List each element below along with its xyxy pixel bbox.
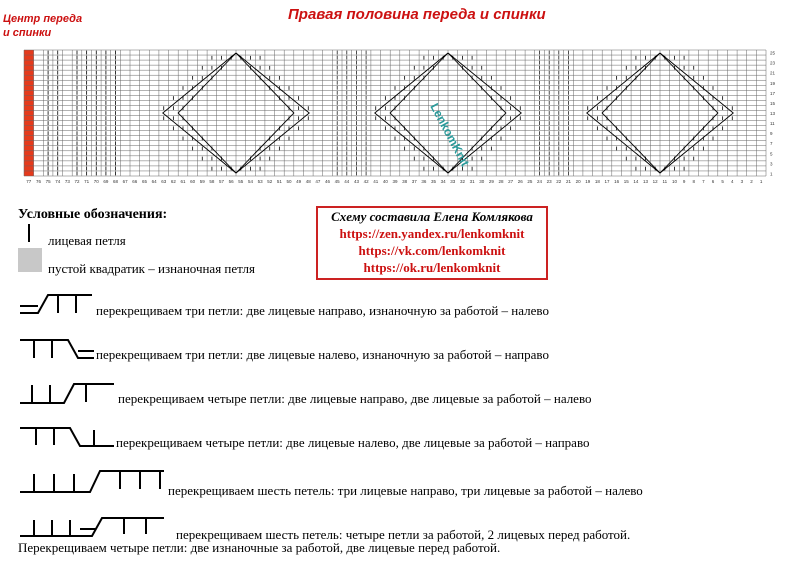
column-label: 17 xyxy=(604,179,610,184)
column-label: 76 xyxy=(35,179,41,184)
center-column-fill xyxy=(24,50,34,176)
credit-author: Схему составила Елена Комлякова xyxy=(331,209,533,224)
cable-3-right-icon xyxy=(18,292,94,314)
cable-3-left-icon xyxy=(18,337,96,359)
column-label: 26 xyxy=(517,179,523,184)
column-label: 53 xyxy=(257,179,263,184)
purl-stitch-icon xyxy=(18,248,42,272)
row-label: 23 xyxy=(770,60,776,66)
column-label: 44 xyxy=(344,179,350,184)
legend-last-line: Перекрещиваем четыре петли: две изнаночные за работой, две лицевые перед работой. xyxy=(18,540,501,555)
column-label: 30 xyxy=(479,179,485,184)
column-label: 48 xyxy=(305,179,311,184)
column-label: 61 xyxy=(180,179,186,184)
column-label: 12 xyxy=(652,179,658,184)
row-label: 3 xyxy=(770,161,773,167)
column-label: 41 xyxy=(373,179,379,184)
row-label: 19 xyxy=(770,80,776,86)
column-label: 74 xyxy=(55,179,61,184)
column-label: 64 xyxy=(151,179,157,184)
column-label: 62 xyxy=(170,179,176,184)
column-label: 63 xyxy=(161,179,167,184)
column-label: 45 xyxy=(334,179,340,184)
row-label: 1 xyxy=(770,171,773,177)
legend-cable-1: перекрещиваем три петли: две лицевые направо, изнаночную за работой – налево xyxy=(96,303,549,318)
column-label: 24 xyxy=(537,179,543,184)
column-label: 51 xyxy=(276,179,282,184)
legend-cable-3: перекрещиваем четыре петли: две лицевые направо, две лицевые за работой – налево xyxy=(118,391,592,406)
column-label: 68 xyxy=(113,179,119,184)
column-label: 38 xyxy=(402,179,408,184)
credit-box xyxy=(316,206,548,280)
column-label: 16 xyxy=(614,179,620,184)
row-label: 13 xyxy=(770,111,776,116)
column-label: 37 xyxy=(411,179,417,184)
column-label: 19 xyxy=(585,179,591,184)
row-label: 5 xyxy=(770,151,773,157)
column-label: 9 xyxy=(682,179,686,184)
watermark: LenkomKnit xyxy=(427,100,473,169)
column-label: 49 xyxy=(296,179,302,184)
column-label: 8 xyxy=(692,179,695,184)
column-label: 2 xyxy=(750,179,753,184)
column-label: 59 xyxy=(199,179,205,184)
legend-cable-6: перекрещиваем шесть петель: четыре петли за работой, 2 лицевых перед работой. xyxy=(176,527,631,542)
column-label: 42 xyxy=(363,179,369,184)
center-label-line1: Центр переда xyxy=(3,13,83,25)
column-label: 47 xyxy=(315,179,321,184)
credit-link-ok[interactable]: https://ok.ru/lenkomknit xyxy=(363,260,501,275)
column-label: 39 xyxy=(392,179,398,184)
row-label: 21 xyxy=(770,70,776,76)
center-label-line2: и спинки xyxy=(3,27,52,39)
column-label: 23 xyxy=(546,179,552,184)
cable-6-mixed-icon xyxy=(18,512,166,538)
credit-link-zen[interactable]: https://zen.yandex.ru/lenkomknit xyxy=(339,226,525,241)
column-label: 55 xyxy=(238,179,244,184)
legend-purl-text: пустой квадратик – изнаночная петля xyxy=(48,261,255,276)
column-label: 54 xyxy=(247,179,253,184)
row-label: 9 xyxy=(770,131,773,137)
column-label: 3 xyxy=(740,179,744,184)
column-label: 10 xyxy=(671,179,677,184)
legend-knit-text: лицевая петля xyxy=(48,233,126,248)
legend-heading: Условные обозначения: xyxy=(18,207,168,222)
column-label: 15 xyxy=(623,179,629,184)
cable-4-right-icon xyxy=(18,381,116,405)
column-label: 22 xyxy=(556,179,562,184)
column-label: 29 xyxy=(488,179,494,184)
column-label: 69 xyxy=(103,179,109,184)
row-label: 25 xyxy=(770,50,776,56)
knitting-chart xyxy=(0,0,800,200)
credit-link-vk[interactable]: https://vk.com/lenkomknit xyxy=(358,243,506,258)
column-label: 57 xyxy=(219,179,225,184)
column-label: 36 xyxy=(421,179,427,184)
column-label: 67 xyxy=(122,179,128,184)
column-label: 43 xyxy=(353,179,359,184)
column-label: 58 xyxy=(209,179,215,184)
column-label: 28 xyxy=(498,179,504,184)
cable-6-right-icon xyxy=(18,468,166,494)
column-label: 46 xyxy=(325,179,331,184)
column-label: 13 xyxy=(643,179,649,184)
column-label: 34 xyxy=(440,179,446,184)
column-label: 71 xyxy=(84,179,90,184)
column-label: 52 xyxy=(267,179,273,184)
chart-title: Правая половина переда и спинки xyxy=(288,6,546,23)
column-label: 77 xyxy=(26,179,32,184)
column-label: 4 xyxy=(731,179,734,184)
column-label: 66 xyxy=(132,179,138,184)
column-label: 70 xyxy=(93,179,99,184)
column-label: 7 xyxy=(702,179,705,184)
column-label: 75 xyxy=(45,179,51,184)
column-label: 6 xyxy=(711,179,715,184)
cable-4-left-icon xyxy=(18,425,116,449)
column-label: 50 xyxy=(286,179,292,184)
column-label: 14 xyxy=(633,179,639,184)
column-label: 56 xyxy=(228,179,234,184)
column-label: 27 xyxy=(508,179,514,184)
row-label: 11 xyxy=(770,121,775,127)
knit-stitch-icon xyxy=(26,224,32,242)
column-label: 40 xyxy=(382,179,388,184)
column-label: 72 xyxy=(74,179,80,184)
legend-cable-4: перекрещиваем четыре петли: две лицевые налево, две лицевые за работой – направо xyxy=(116,435,590,450)
column-label: 60 xyxy=(190,179,196,184)
column-label: 25 xyxy=(527,179,533,184)
row-label: 15 xyxy=(770,100,776,106)
column-label: 33 xyxy=(450,179,456,184)
legend-cable-5: перекрещиваем шесть петель: три лицевые направо, три лицевые за работой – налево xyxy=(168,483,643,498)
column-label: 18 xyxy=(594,179,600,184)
column-label: 5 xyxy=(721,179,724,184)
column-label: 1 xyxy=(759,179,763,184)
column-label: 21 xyxy=(565,179,571,184)
column-label: 32 xyxy=(459,179,465,184)
column-label: 31 xyxy=(469,179,475,184)
column-label: 73 xyxy=(64,179,70,184)
row-label: 7 xyxy=(770,141,773,147)
legend-cable-2: перекрещиваем три петли: две лицевые налево, изнаночную за работой – направо xyxy=(96,347,549,362)
column-label: 65 xyxy=(141,179,147,184)
column-label: 11 xyxy=(662,179,668,184)
column-label: 20 xyxy=(575,179,581,184)
column-label: 35 xyxy=(431,179,437,184)
row-label: 17 xyxy=(770,90,776,96)
